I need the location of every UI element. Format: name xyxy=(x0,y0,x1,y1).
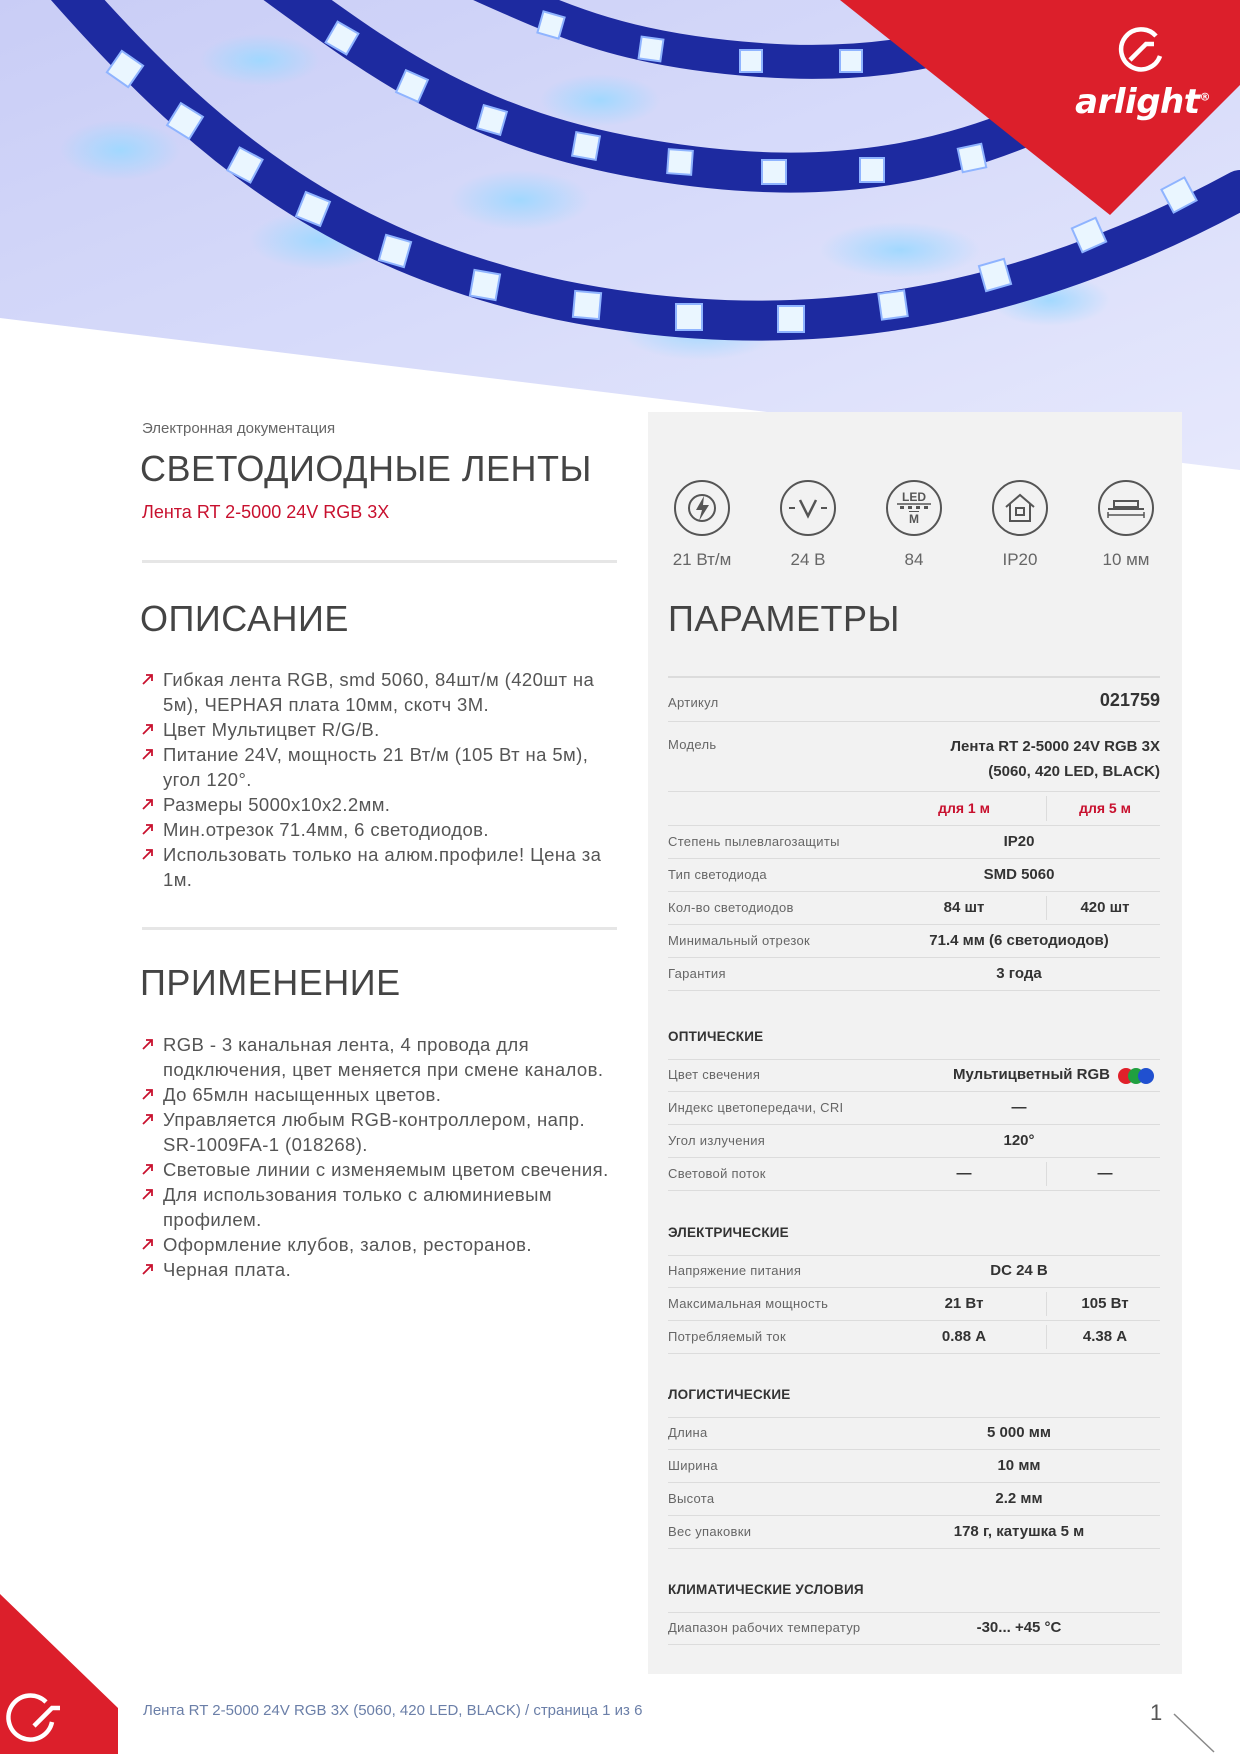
description-list xyxy=(142,667,620,892)
bullet-item xyxy=(142,667,620,717)
power-icon xyxy=(674,480,730,536)
row-label: Максимальная мощность xyxy=(668,1295,829,1311)
document-kicker: Электронная документация xyxy=(142,420,336,437)
bullet-arrow-icon xyxy=(142,823,154,835)
bullet-item xyxy=(142,1032,620,1082)
row-label: Высота xyxy=(668,1490,715,1506)
row-column-headers xyxy=(668,792,1160,826)
spec-voltage xyxy=(768,480,848,570)
spec-row xyxy=(668,859,1160,892)
bullet-text: Оформление клубов, залов, ресторанов. xyxy=(163,1234,532,1255)
bullet-arrow-icon xyxy=(142,1188,154,1200)
column-separator xyxy=(1046,896,1047,920)
application-heading: ПРИМЕНЕНИЕ xyxy=(140,962,401,1003)
row-label: Артикул xyxy=(668,695,719,710)
spec-caption: 84 xyxy=(904,550,924,569)
bullet-text: Гибкая лента RGB, smd 5060, 84шт/м (420шт на 5м), ЧЕРНАЯ плата 10мм, скотч 3М. xyxy=(163,669,595,715)
bullet-item xyxy=(142,1232,620,1257)
spec-caption: 21 Вт/м xyxy=(672,550,732,569)
parameters-heading: ПАРАМЕТРЫ xyxy=(668,598,900,639)
spec-row xyxy=(668,1612,1160,1645)
bullet-item xyxy=(142,742,620,792)
bullet-item xyxy=(142,717,620,742)
description-heading: ОПИСАНИЕ xyxy=(140,598,349,639)
row-value-1m: — xyxy=(956,1164,972,1182)
row-value-5m: — xyxy=(1097,1164,1113,1182)
bullet-arrow-icon xyxy=(142,673,154,685)
column-separator xyxy=(1046,1292,1047,1316)
group-title: ЭЛЕКТРИЧЕСКИЕ xyxy=(668,1225,789,1240)
voltage-icon xyxy=(780,480,836,536)
spec-row xyxy=(668,958,1160,991)
spec-led-count xyxy=(874,480,954,570)
row-label: Индекс цветопередачи, CRI xyxy=(668,1099,844,1115)
column-separator xyxy=(1046,796,1047,821)
row-value-5m: 4.38 А xyxy=(1082,1327,1128,1345)
bullet-arrow-icon xyxy=(142,1038,154,1050)
article-number: 021759 xyxy=(1099,690,1160,710)
bullet-arrow-icon xyxy=(142,848,154,860)
spec-caption: IP20 xyxy=(1002,550,1038,569)
column-separator xyxy=(1046,1162,1047,1186)
row-label: Степень пылевлагозащиты xyxy=(668,833,840,849)
spec-row xyxy=(668,1125,1160,1158)
row-label: Модель xyxy=(668,737,717,752)
spec-width xyxy=(1086,480,1166,570)
bullet-arrow-icon xyxy=(142,1263,154,1275)
brand-corner-bottom-left xyxy=(0,1594,118,1754)
bullet-item xyxy=(142,792,620,817)
spec-row xyxy=(668,1255,1160,1288)
bullet-arrow-icon xyxy=(142,1088,154,1100)
divider xyxy=(142,560,617,563)
footer-text: Лента RT 2-5000 24V RGB 3X (5060, 420 LED, BLACK) / страница 1 из 6 xyxy=(143,1702,643,1719)
bullet-text: Питание 24V, мощность 21 Вт/м (105 Вт на 5м), угол 120°. xyxy=(163,744,589,790)
bullet-text: Управляется любым RGB-контроллером, напр. SR-1009FA-1 (018268). xyxy=(163,1109,586,1155)
ip-house-icon xyxy=(992,480,1048,536)
bullet-item xyxy=(142,1107,620,1157)
row-value: 10 мм xyxy=(997,1456,1041,1474)
row-value-1m: 84 шт xyxy=(943,898,985,916)
bullet-item xyxy=(142,1082,620,1107)
bullet-arrow-icon xyxy=(142,723,154,735)
row-value: 120° xyxy=(1003,1131,1035,1149)
arlight-emblem-icon xyxy=(1116,26,1168,78)
spec-row xyxy=(668,892,1160,925)
row-value: 178 г, катушка 5 м xyxy=(953,1522,1085,1540)
bullet-item xyxy=(142,817,620,842)
group-title: КЛИМАТИЧЕСКИЕ УСЛОВИЯ xyxy=(668,1582,864,1597)
bullet-arrow-icon xyxy=(142,798,154,810)
bullet-arrow-icon xyxy=(142,1238,154,1250)
row-value: IP20 xyxy=(1003,832,1035,850)
row-value-5m: 420 шт xyxy=(1080,898,1130,916)
row-label: Световой поток xyxy=(668,1165,766,1181)
bullet-text: Размеры 5000x10x2.2мм. xyxy=(163,794,391,815)
row-value: 2.2 мм xyxy=(995,1489,1043,1507)
row-label: Цвет свечения xyxy=(668,1066,761,1082)
bullet-item xyxy=(142,842,620,892)
product-subtitle: Лента RT 2-5000 24V RGB 3X xyxy=(142,502,390,522)
row-value: Мультицветный RGB xyxy=(953,1065,1110,1083)
row-value: DC 24 В xyxy=(990,1261,1048,1279)
row-value: 5 000 мм xyxy=(987,1423,1051,1441)
row-label: Минимальный отрезок xyxy=(668,932,810,948)
bullet-text: Световые линии с изменяемым цветом свечения. xyxy=(163,1159,609,1180)
spec-row xyxy=(668,826,1160,859)
bullet-text: Цвет Мультицвет R/G/B. xyxy=(163,719,380,740)
bullet-arrow-icon xyxy=(142,748,154,760)
bullet-text: Черная плата. xyxy=(163,1259,292,1280)
spec-row xyxy=(668,1288,1160,1321)
row-label: Кол-во светодиодов xyxy=(668,899,794,915)
bullet-text: До 65млн насыщенных цветов. xyxy=(163,1084,442,1105)
row-value-1m: 21 Вт xyxy=(944,1294,984,1312)
row-value: 71.4 мм (6 светодиодов) xyxy=(929,931,1109,949)
row-label: Напряжение питания xyxy=(668,1262,802,1278)
spec-caption: 10 мм xyxy=(1102,550,1150,569)
page-corner-line xyxy=(1170,1694,1240,1754)
led-icon-top: LED xyxy=(902,490,926,504)
bullet-item xyxy=(142,1157,620,1182)
led-icon-bottom: М xyxy=(909,512,919,526)
spec-ip-rating xyxy=(980,480,1060,570)
row-label: Угол излучения xyxy=(668,1132,766,1148)
row-value: -30... +45 °C xyxy=(976,1618,1062,1636)
bullet-item xyxy=(142,1257,620,1282)
application-list xyxy=(142,1032,620,1282)
row-label: Вес упаковки xyxy=(668,1523,752,1539)
spec-power xyxy=(662,480,742,570)
key-specs-icons xyxy=(662,480,1172,570)
column-header-1m: для 1 м xyxy=(938,800,990,816)
group-title: ЛОГИСТИЧЕСКИЕ xyxy=(668,1387,791,1402)
spec-caption: 24 В xyxy=(790,550,826,569)
spec-row xyxy=(668,1059,1160,1092)
spec-row xyxy=(668,925,1160,958)
bullet-arrow-icon xyxy=(142,1163,154,1175)
group-title: ОПТИЧЕСКИЕ xyxy=(668,1029,764,1044)
bullet-text: RGB - 3 канальная лента, 4 провода для подключения, цвет меняется при смене каналов. xyxy=(163,1034,604,1080)
width-icon xyxy=(1098,480,1154,536)
model-line-1: Лента RT 2-5000 24V RGB 3X xyxy=(950,738,1160,755)
spec-row xyxy=(668,1483,1160,1516)
row-model xyxy=(668,722,1160,792)
spec-row xyxy=(668,1158,1160,1191)
led-per-meter-icon xyxy=(886,480,942,536)
spec-row xyxy=(668,1450,1160,1483)
spec-row xyxy=(668,1417,1160,1450)
model-line-2: (5060, 420 LED, BLACK) xyxy=(988,763,1160,780)
row-article xyxy=(668,676,1160,722)
row-label: Диапазон рабочих температур xyxy=(668,1619,861,1635)
row-label: Потребляемый ток xyxy=(668,1328,786,1344)
row-value-5m: 105 Вт xyxy=(1081,1294,1129,1312)
row-value: SMD 5060 xyxy=(983,865,1055,883)
spec-row xyxy=(668,1321,1160,1354)
row-label: Гарантия xyxy=(668,965,726,981)
brand-name: arlight® xyxy=(1075,82,1210,122)
bullet-item xyxy=(142,1182,620,1232)
row-value-1m: 0.88 А xyxy=(941,1327,987,1345)
spec-row xyxy=(668,1516,1160,1549)
bullet-text: Использовать только на алюм.профиле! Цена за 1м. xyxy=(163,844,602,890)
page-number: 1 xyxy=(1150,1700,1163,1725)
bullet-arrow-icon xyxy=(142,1113,154,1125)
row-label: Тип светодиода xyxy=(668,866,767,882)
column-header-5m: для 5 м xyxy=(1079,800,1131,816)
spec-row xyxy=(668,1092,1160,1125)
bullet-text: Для использования только с алюминиевым профилем. xyxy=(163,1184,552,1230)
bullet-text: Мин.отрезок 71.4мм, 6 светодиодов. xyxy=(163,819,489,840)
row-label: Ширина xyxy=(668,1457,718,1473)
row-value: 3 года xyxy=(996,964,1042,982)
divider xyxy=(142,927,617,930)
row-value: — xyxy=(1011,1098,1027,1116)
model-value xyxy=(950,734,1160,784)
column-separator xyxy=(1046,1325,1047,1349)
row-label: Длина xyxy=(668,1424,708,1440)
rgb-dots-icon xyxy=(1116,1067,1160,1085)
page-title: СВЕТОДИОДНЫЕ ЛЕНТЫ xyxy=(140,448,592,489)
